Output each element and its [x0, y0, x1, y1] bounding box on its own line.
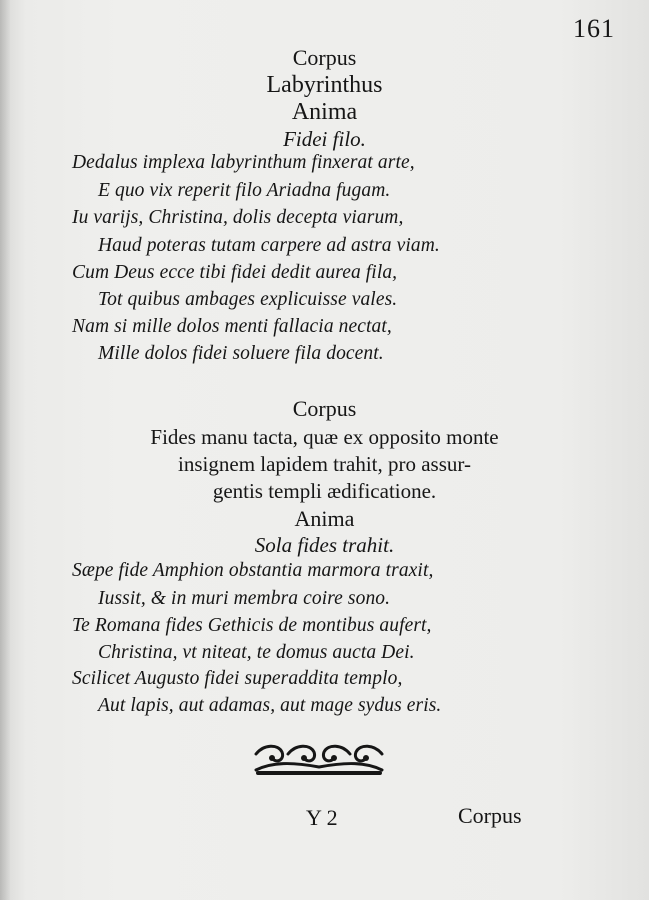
page-number: 161 [573, 14, 615, 43]
verse-line: Tot quibus ambages explicuisse vales. [98, 289, 398, 310]
signature-mark: Y 2 [306, 805, 338, 830]
motto-sola-fides: Sola fides trahit. [254, 533, 395, 557]
verse-line: Aut lapis, aut adamas, aut mage sydus eris. [98, 695, 442, 716]
verse-line: Sæpe fide Amphion obstantia marmora traxit, [72, 560, 434, 581]
verse-line: Dedalus implexa labyrinthum finxerat arte, [72, 152, 415, 173]
verse-line: E quo vix reperit filo Ariadna fugam. [98, 180, 391, 201]
catchword: Corpus [458, 803, 522, 828]
verse-line: Te Romana fides Gethicis de montibus aufert, [72, 615, 432, 636]
heading-anima-1: Anima [291, 99, 358, 125]
heading-labyrinthus: Labyrinthus [266, 72, 383, 98]
heading-corpus-2: Corpus [292, 396, 357, 421]
heading-corpus-1: Corpus [292, 45, 357, 70]
heading-anima-2: Anima [294, 506, 355, 531]
verse-line: Iussit, & in muri membra coire sono. [98, 588, 391, 609]
verse-line: Nam si mille dolos menti fallacia nectat, [72, 316, 392, 337]
verse-line: Christina, vt niteat, te domus aucta Dei. [98, 642, 415, 663]
prose-line: Fides manu tacta, quæ ex opposito monte [150, 425, 499, 449]
verse-line: Haud poteras tutam carpere ad astra viam. [98, 235, 440, 256]
verse-line: Iu varijs, Christina, dolis decepta viarum, [72, 207, 404, 228]
verse-line: Scilicet Augusto fidei superaddita templo, [72, 668, 403, 689]
verse-line: Cum Deus ecce tibi fidei dedit aurea fila, [72, 262, 398, 283]
prose-line: gentis templi ædificatione. [212, 479, 437, 503]
scroll-ornament-icon [252, 740, 386, 776]
motto-fidei-filo: Fidei filo. [283, 127, 366, 151]
prose-line: insignem lapidem trahit, pro assur- [178, 452, 471, 476]
verse-line: Mille dolos fidei soluere fila docent. [98, 343, 384, 364]
